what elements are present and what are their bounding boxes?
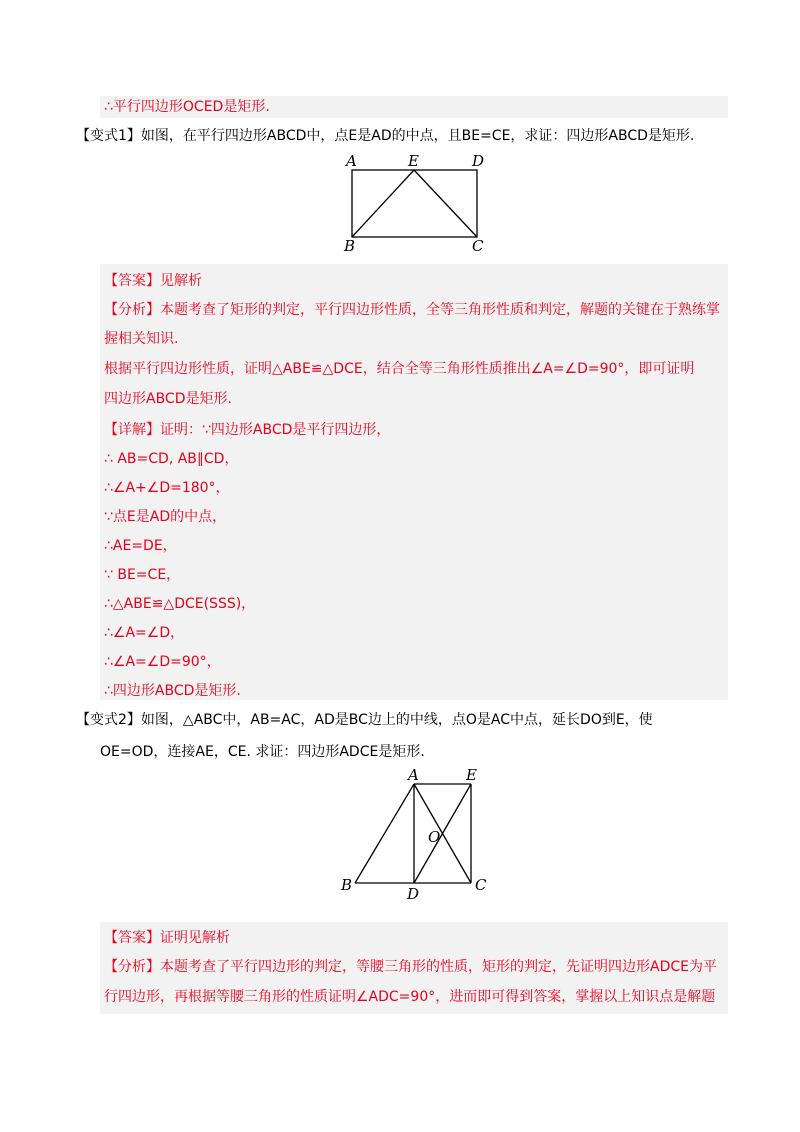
variant2-analysis-2: 行四边形，再根据等腰三角形的性质证明∠ADC=90°，进而即可得到答案，掌握以上知识点是解题 xyxy=(104,989,716,1005)
variant2-question-line-1 xyxy=(76,711,653,729)
variant1-detail-2: ∴ AB=CD, AB∥CD， xyxy=(104,451,239,467)
variant1-label: 【变式1】 xyxy=(76,128,141,144)
variant2-question-1: 如图，△ABC中，AB=AC，AD是BC边上的中线，点O是AC中点，延长DO到E，使 xyxy=(140,712,653,728)
variant2-answer xyxy=(104,929,230,947)
variant1-question-line xyxy=(76,127,694,145)
variant1-analysis-2: 握相关知识. xyxy=(104,331,179,347)
variant1-analysis-3: 根据平行四边形性质，证明△ABE≌△DCE，结合全等三角形性质推出∠A=∠D=90°，即可证明 xyxy=(104,361,695,377)
label-b2: B xyxy=(341,876,353,894)
rect-abcd xyxy=(352,170,477,237)
label-a: A xyxy=(346,152,357,170)
analysis-text: 本题考查了矩形的判定，平行四边形性质，全等三角形性质和判定，解题的关键在于熟练掌 xyxy=(160,302,720,318)
variant1-analysis-4: 四边形ABCD是矩形. xyxy=(104,391,232,407)
analysis-label: 【分析】 xyxy=(104,302,160,318)
label-d: D xyxy=(472,152,485,170)
variant1-detail-5: ∴AE=DE， xyxy=(104,538,177,554)
answer-text: 见解析 xyxy=(160,273,202,289)
variant1-detail-3: ∴∠A+∠D=180°， xyxy=(104,480,230,496)
variant1-detail-10: ∴四边形ABCD是矩形. xyxy=(104,683,241,699)
variant1-detail-9: ∴∠A=∠D=90°， xyxy=(104,654,221,670)
variant2-analysis-1 xyxy=(104,958,717,976)
segment-ab xyxy=(355,784,414,883)
segment-ce xyxy=(414,170,477,237)
label-c: C xyxy=(472,237,484,255)
label-a2: A xyxy=(408,766,419,784)
variant1-detail-4: ∵点E是AD的中点， xyxy=(104,509,227,525)
analysis-text: 本题考查了平行四边形的判定，等腰三角形的性质，矩形的判定，先证明四边形ADCE为平 xyxy=(160,959,717,975)
answer-label: 【答案】 xyxy=(104,930,160,946)
variant1-question: 如图，在平行四边形ABCD中，点E是AD的中点，且BE=CE，求证：四边形ABCD是矩形. xyxy=(140,128,695,144)
variant1-detail-7: ∴△ABE≌△DCE(SSS)， xyxy=(104,596,256,612)
label-d2: D xyxy=(407,885,420,902)
label-o: O xyxy=(428,828,441,846)
top-conclusion: ∴平行四边形OCED是矩形. xyxy=(104,99,270,115)
variant1-detail-8: ∴∠A=∠D， xyxy=(104,625,185,641)
variant1-figure xyxy=(340,150,500,256)
detail-text: 证明：∵四边形ABCD是平行四边形， xyxy=(160,422,391,438)
label-c2: C xyxy=(475,876,487,894)
label-e2: E xyxy=(466,766,477,784)
analysis-label: 【分析】 xyxy=(104,959,160,975)
label-e: E xyxy=(408,152,419,170)
detail-label: 【详解】 xyxy=(104,422,160,438)
label-b: B xyxy=(344,237,356,255)
answer-text: 证明见解析 xyxy=(160,930,230,946)
variant1-detail-6: ∵ BE=CE， xyxy=(104,567,181,583)
variant1-detail-1 xyxy=(104,421,390,439)
variant1-analysis-1 xyxy=(104,301,720,319)
segment-be xyxy=(352,170,414,237)
variant2-label: 【变式2】 xyxy=(76,712,141,728)
variant2-question-line-2: OE=OD，连接AE，CE. 求证：四边形ADCE是矩形. xyxy=(100,744,425,760)
variant1-answer xyxy=(104,272,202,290)
answer-label: 【答案】 xyxy=(104,273,160,289)
variant2-figure xyxy=(335,762,505,902)
